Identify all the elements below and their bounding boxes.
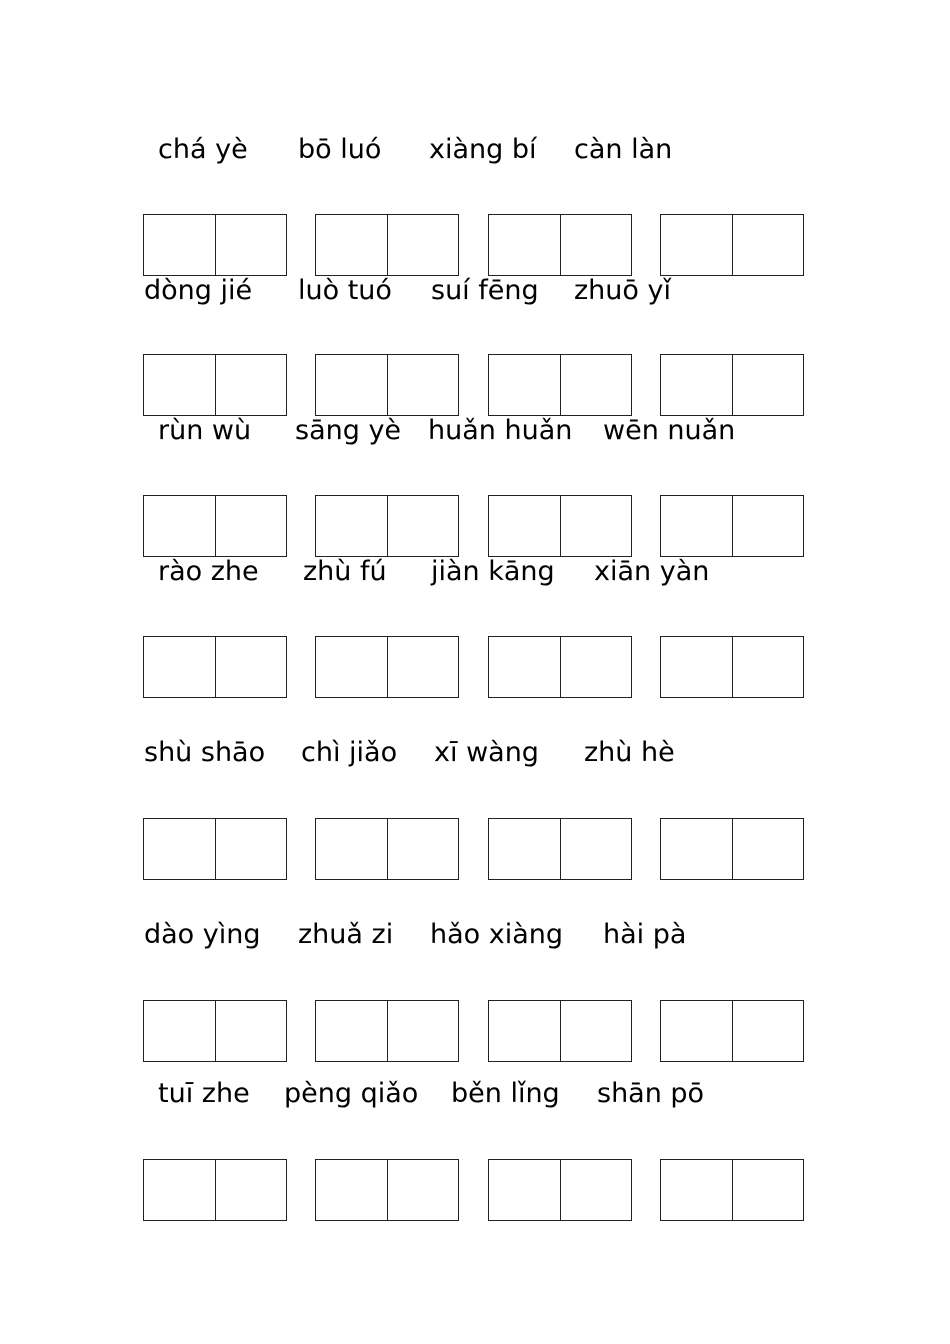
writing-cell[interactable] [489,1160,560,1220]
character-box-pair [143,495,287,557]
writing-cell[interactable] [560,637,632,697]
writing-cell[interactable] [144,637,215,697]
writing-cell[interactable] [144,819,215,879]
writing-cell[interactable] [387,819,459,879]
writing-cell[interactable] [144,496,215,556]
writing-cell[interactable] [661,496,732,556]
character-box-pair [143,636,287,698]
writing-cell[interactable] [489,355,560,415]
character-box-pair [488,818,632,880]
character-box-pair [143,1159,287,1221]
character-box-pair [488,354,632,416]
writing-cell[interactable] [387,215,459,275]
character-box-pair [488,636,632,698]
character-box-pair [660,818,804,880]
character-box-pair [660,1159,804,1221]
character-box-pair [143,354,287,416]
writing-cell[interactable] [661,819,732,879]
pinyin-label: zhuǎ zi [298,919,394,950]
character-box-pair [143,1000,287,1062]
writing-cell[interactable] [316,819,387,879]
writing-cell[interactable] [732,355,804,415]
writing-cell[interactable] [489,637,560,697]
writing-cell[interactable] [215,355,287,415]
writing-cell[interactable] [732,1160,804,1220]
character-box-pair [660,1000,804,1062]
character-box-pair [143,818,287,880]
character-box-pair [488,214,632,276]
writing-cell[interactable] [560,215,632,275]
writing-cell[interactable] [215,496,287,556]
pinyin-label: zhù fú [303,556,387,587]
writing-cell[interactable] [387,355,459,415]
pinyin-label: rào zhe [158,556,259,587]
writing-cell[interactable] [489,215,560,275]
writing-cell[interactable] [316,215,387,275]
writing-cell[interactable] [489,496,560,556]
character-box-pair [488,495,632,557]
writing-cell[interactable] [144,1160,215,1220]
pinyin-label: càn làn [574,134,673,165]
pinyin-label: luò tuó [298,275,392,306]
character-box-pair [488,1000,632,1062]
pinyin-label: dòng jié [144,275,253,306]
writing-cell[interactable] [387,1001,459,1061]
writing-cell[interactable] [560,1001,632,1061]
writing-cell[interactable] [144,1001,215,1061]
writing-cell[interactable] [387,1160,459,1220]
character-box-pair [143,214,287,276]
pinyin-label: rùn wù [158,415,252,446]
writing-cell[interactable] [661,215,732,275]
character-box-pair [315,636,459,698]
pinyin-label: bō luó [298,134,382,165]
writing-cell[interactable] [489,819,560,879]
character-box-pair [315,354,459,416]
writing-cell[interactable] [316,1001,387,1061]
writing-cell[interactable] [661,637,732,697]
character-box-pair [660,495,804,557]
writing-cell[interactable] [215,637,287,697]
writing-cell[interactable] [215,1001,287,1061]
pinyin-label: xiàng bí [429,134,537,165]
pinyin-label: shān pō [597,1078,705,1109]
writing-cell[interactable] [732,819,804,879]
writing-cell[interactable] [560,819,632,879]
writing-cell[interactable] [560,1160,632,1220]
pinyin-label: hǎo xiàng [430,919,564,950]
pinyin-label: sāng yè [295,415,402,446]
writing-cell[interactable] [732,215,804,275]
writing-cell[interactable] [560,355,632,415]
writing-cell[interactable] [489,1001,560,1061]
pinyin-label: xiān yàn [594,556,710,587]
character-box-pair [660,214,804,276]
character-box-pair [660,636,804,698]
writing-cell[interactable] [661,1160,732,1220]
writing-cell[interactable] [316,355,387,415]
character-box-pair [315,495,459,557]
writing-cell[interactable] [215,819,287,879]
pinyin-label: chá yè [158,134,248,165]
pinyin-label: huǎn huǎn [428,415,573,446]
writing-cell[interactable] [316,637,387,697]
writing-cell[interactable] [560,496,632,556]
pinyin-label: pèng qiǎo [284,1078,419,1109]
pinyin-label: hài pà [603,919,687,950]
character-box-pair [660,354,804,416]
writing-cell[interactable] [215,215,287,275]
writing-cell[interactable] [387,496,459,556]
pinyin-label: wēn nuǎn [603,415,736,446]
pinyin-label: tuī zhe [158,1078,250,1109]
writing-cell[interactable] [732,1001,804,1061]
pinyin-label: xī wàng [434,737,539,768]
pinyin-label: shù shāo [144,737,266,768]
writing-cell[interactable] [661,1001,732,1061]
writing-cell[interactable] [732,637,804,697]
pinyin-label: chì jiǎo [301,737,398,768]
writing-cell[interactable] [144,355,215,415]
writing-cell[interactable] [144,215,215,275]
character-box-pair [315,214,459,276]
writing-cell[interactable] [387,637,459,697]
pinyin-label: dào yìng [144,919,261,950]
writing-cell[interactable] [661,355,732,415]
pinyin-label: zhuō yǐ [574,275,671,306]
pinyin-label: suí fēng [431,275,539,306]
writing-cell[interactable] [316,496,387,556]
pinyin-label: běn lǐng [451,1078,560,1109]
character-box-pair [315,1000,459,1062]
pinyin-label: jiàn kāng [431,556,555,587]
character-box-pair [315,1159,459,1221]
character-box-pair [488,1159,632,1221]
pinyin-label: zhù hè [584,737,675,768]
character-box-pair [315,818,459,880]
writing-cell[interactable] [732,496,804,556]
writing-cell[interactable] [215,1160,287,1220]
writing-cell[interactable] [316,1160,387,1220]
